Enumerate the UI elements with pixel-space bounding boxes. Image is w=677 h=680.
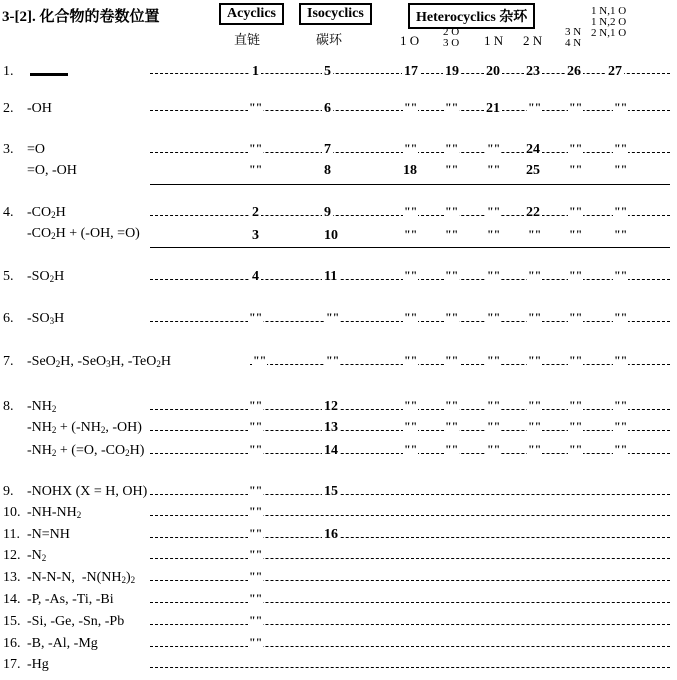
ditto-mark: "" [487, 227, 501, 241]
ditto-mark: "" [487, 204, 501, 218]
ditto-mark: "" [487, 162, 501, 176]
ditto-mark: "" [249, 141, 263, 155]
ditto-mark: "" [487, 268, 501, 282]
ditto-mark: "" [614, 398, 628, 412]
row-label: $-NH_2 + (=O$, $-CO_2H$) [27, 443, 145, 458]
row-label: -N-N-N, $-N(NH_2)_2$ [27, 570, 136, 585]
ditto-mark: "" [528, 268, 542, 282]
column-header-1n1o: 1 N,1 O [591, 5, 627, 17]
row-rule [150, 184, 670, 185]
ditto-mark: "" [528, 353, 542, 367]
ditto-mark: "" [249, 162, 263, 176]
ditto-mark: "" [249, 526, 263, 540]
entry-number: 11 [324, 269, 338, 284]
row-label: -P, -As, -Ti, -Bi [27, 592, 114, 607]
row-number: 3. [3, 142, 14, 157]
subheader-acyclics-cn: 直链 [234, 32, 261, 47]
entry-number: 14 [324, 443, 338, 458]
row-rule [150, 580, 670, 581]
row-number: 1. [3, 64, 14, 79]
ditto-mark: "" [569, 310, 583, 324]
ditto-mark: "" [487, 353, 501, 367]
ditto-mark: "" [249, 569, 263, 583]
ditto-mark: "" [569, 162, 583, 176]
row-number: 9. [3, 484, 14, 499]
entry-number: 13 [324, 420, 338, 435]
ditto-mark: "" [326, 353, 340, 367]
entry-number: 5 [324, 64, 331, 79]
entry-number: 27 [608, 64, 622, 79]
entry-number: 25 [526, 163, 540, 178]
table-header [0, 0, 677, 60]
entry-number: 21 [486, 101, 500, 116]
ditto-mark: "" [404, 310, 418, 324]
row-label: $-CO_2H + (-OH$, =O) [27, 226, 140, 241]
entry-number: 16 [324, 527, 338, 542]
ditto-mark: "" [249, 547, 263, 561]
ditto-mark: "" [404, 100, 418, 114]
row-label: $-NH_2 + (-NH_2$, -OH) [27, 420, 142, 435]
ditto-mark: "" [614, 204, 628, 218]
row-rule [150, 494, 670, 495]
row-number: 4. [3, 205, 14, 220]
entry-number: 8 [324, 163, 331, 178]
ditto-mark: "" [614, 442, 628, 456]
ditto-mark: "" [614, 310, 628, 324]
row-label: -NOHX (X = H, OH) [27, 484, 148, 499]
row-number: 13. [3, 570, 21, 585]
column-header-1n2o: 1 N,2 O [591, 16, 627, 28]
ditto-mark: "" [404, 419, 418, 433]
row-label: -N=NH [27, 527, 70, 542]
ditto-mark: "" [249, 398, 263, 412]
ditto-mark: "" [445, 268, 459, 282]
ditto-mark: "" [404, 268, 418, 282]
row-label: $-SO_3H$ [27, 311, 65, 326]
entry-number: 15 [324, 484, 338, 499]
ditto-mark: "" [528, 419, 542, 433]
row-label: -B, -Al, -Mg [27, 636, 98, 651]
column-header-1o: 1 O [400, 33, 420, 48]
column-header-3n-4n [565, 27, 581, 49]
page-title: 3-[2]. 化合物的卷数位置 [2, 9, 160, 25]
entry-number: 7 [324, 142, 331, 157]
row-rule [150, 558, 670, 559]
entry-number: 19 [445, 64, 459, 79]
entry-number: 10 [324, 228, 338, 243]
ditto-mark: "" [404, 227, 418, 241]
ditto-mark: "" [487, 141, 501, 155]
ditto-mark: "" [445, 162, 459, 176]
entry-number: 9 [324, 205, 331, 220]
ditto-mark: "" [445, 204, 459, 218]
row-number: 14. [3, 592, 21, 607]
row-rule [250, 364, 670, 365]
ditto-mark: "" [445, 141, 459, 155]
ditto-mark: "" [569, 204, 583, 218]
bond-symbol [30, 73, 68, 76]
entry-number: 26 [567, 64, 581, 79]
ditto-mark: "" [404, 442, 418, 456]
ditto-mark: "" [569, 268, 583, 282]
ditto-mark: "" [569, 353, 583, 367]
ditto-mark: "" [487, 310, 501, 324]
ditto-mark: "" [569, 419, 583, 433]
ditto-mark: "" [249, 310, 263, 324]
subheader-isocyclics-cn: 碳环 [316, 32, 343, 47]
ditto-mark: "" [487, 398, 501, 412]
ditto-mark: "" [404, 204, 418, 218]
column-header-1n: 1 N [484, 33, 504, 48]
ditto-mark: "" [528, 398, 542, 412]
row-number: 7. [3, 354, 14, 369]
column-header-3o: 3 O [443, 37, 460, 49]
ditto-mark: "" [326, 310, 340, 324]
ditto-mark: "" [569, 398, 583, 412]
entry-number: 17 [404, 64, 418, 79]
row-number: 5. [3, 269, 14, 284]
column-header-2n: 2 N [523, 33, 543, 48]
row-label: $-SO_2H$ [27, 269, 65, 284]
entry-number: 1 [252, 64, 259, 79]
entry-number: 2 [252, 205, 259, 220]
ditto-mark: "" [249, 591, 263, 605]
ditto-mark: "" [528, 100, 542, 114]
row-rule [150, 646, 670, 647]
row-rule [150, 667, 670, 668]
row-label: -SeO$_2$H, -SeO$_3$H, -TeO$_2$H [27, 354, 171, 369]
ditto-mark: "" [445, 227, 459, 241]
ditto-mark: "" [569, 442, 583, 456]
ditto-mark: "" [614, 141, 628, 155]
row-number: 15. [3, 614, 21, 629]
row-rule [150, 247, 670, 248]
ditto-mark: "" [445, 398, 459, 412]
row-number: 2. [3, 101, 14, 116]
ditto-mark: "" [487, 442, 501, 456]
entry-number: 23 [526, 64, 540, 79]
ditto-mark: "" [404, 353, 418, 367]
entry-number: 24 [526, 142, 540, 157]
row-rule [150, 624, 670, 625]
ditto-mark: "" [445, 419, 459, 433]
ditto-mark: "" [487, 419, 501, 433]
ditto-mark: "" [614, 162, 628, 176]
column-group-acyclics: Acyclics [219, 3, 284, 25]
entry-number: 18 [403, 163, 417, 178]
ditto-mark: "" [249, 635, 263, 649]
ditto-mark: "" [614, 268, 628, 282]
column-header-2o-3o [443, 27, 459, 49]
row-number: 10. [3, 505, 21, 520]
row-label: $-N_2$ [27, 548, 47, 563]
row-label: -OH [27, 101, 52, 116]
ditto-mark: "" [614, 100, 628, 114]
row-number: 11. [3, 527, 20, 542]
column-header-2o: 2 O [443, 26, 460, 38]
entry-number: 3 [252, 228, 259, 243]
column-header-2n1o: 2 N,1 O [591, 27, 627, 39]
ditto-mark: "" [249, 442, 263, 456]
entry-number: 22 [526, 205, 540, 220]
row-number: 17. [3, 657, 21, 672]
column-header-3n: 3 N [565, 26, 582, 38]
row-rule [150, 537, 670, 538]
row-label: -Hg [27, 657, 49, 672]
column-group-isocyclics: Isocyclics [299, 3, 372, 25]
ditto-mark: "" [528, 442, 542, 456]
entry-number: 20 [486, 64, 500, 79]
ditto-mark: "" [569, 141, 583, 155]
entry-number: 6 [324, 101, 331, 116]
row-number: 12. [3, 548, 21, 563]
ditto-mark: "" [445, 100, 459, 114]
row-number: 16. [3, 636, 21, 651]
row-label: $-NH_2$ [27, 399, 57, 414]
row-label: -Si, -Ge, -Sn, -Pb [27, 614, 125, 629]
row-label: =O, -OH [27, 163, 77, 178]
entry-number: 12 [324, 399, 338, 414]
ditto-mark: "" [253, 353, 267, 367]
ditto-mark: "" [528, 310, 542, 324]
row-number: 8. [3, 399, 14, 414]
ditto-mark: "" [404, 398, 418, 412]
column-group-heterocyclics: Heterocyclics 杂环 [408, 3, 535, 29]
row-rule [150, 602, 670, 603]
ditto-mark: "" [445, 310, 459, 324]
column-header-mixed [591, 6, 626, 39]
ditto-mark: "" [614, 227, 628, 241]
ditto-mark: "" [569, 227, 583, 241]
row-label: $-NH-NH_2$ [27, 505, 82, 520]
entry-number: 4 [252, 269, 259, 284]
ditto-mark: "" [249, 504, 263, 518]
ditto-mark: "" [614, 353, 628, 367]
row-label: $-CO_2H$ [27, 205, 66, 220]
row-rule [150, 515, 670, 516]
ditto-mark: "" [249, 100, 263, 114]
ditto-mark: "" [614, 419, 628, 433]
row-label: =O [27, 142, 46, 157]
ditto-mark: "" [404, 141, 418, 155]
ditto-mark: "" [445, 353, 459, 367]
ditto-mark: "" [445, 442, 459, 456]
ditto-mark: "" [569, 100, 583, 114]
column-header-4n: 4 N [565, 37, 582, 49]
ditto-mark: "" [249, 419, 263, 433]
ditto-mark: "" [249, 613, 263, 627]
row-number: 6. [3, 311, 14, 326]
ditto-mark: "" [528, 227, 542, 241]
ditto-mark: "" [249, 483, 263, 497]
